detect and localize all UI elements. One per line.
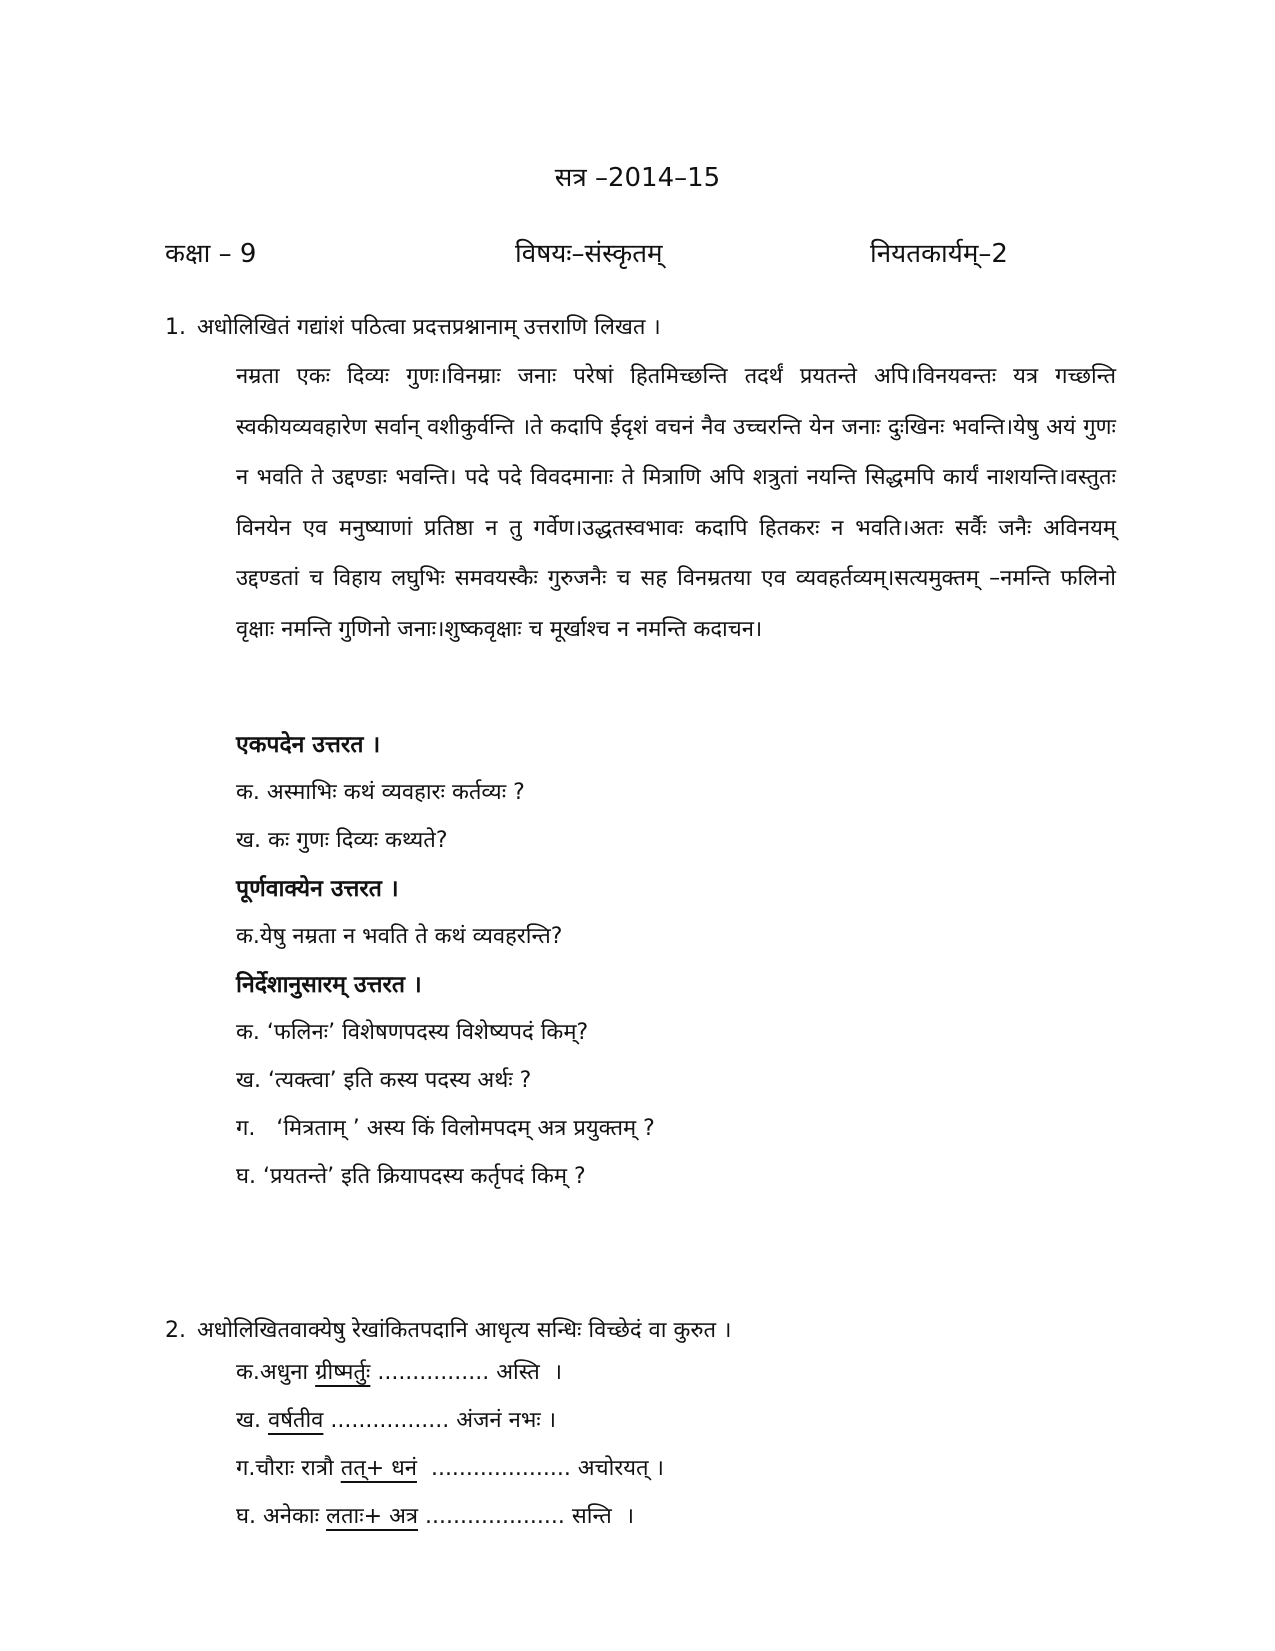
section-as-directed-title: निर्देशानुसारम् उत्तरत । — [236, 972, 422, 998]
section-full-sentence-title: पूर्णवाक्येन उत्तरत । — [236, 876, 399, 902]
question-item: घ. ‘प्रयतन्ते’ इति क्रियापदस्य कर्तृपदं किम् ? — [236, 1164, 586, 1189]
instruction-text: अधोलिखितवाक्येषु रेखांकितपदानि आधृत्य सन्धिः विच्छेदं वा कुरुत । — [197, 1318, 732, 1343]
sandhi-item — [236, 1404, 1116, 1438]
sandhi-item-suffix: ................. अंजनं नभः । — [323, 1408, 557, 1433]
question-1-instruction — [165, 312, 1125, 344]
question-item: ग. ‘मित्रताम् ’ अस्य किं विलोमपदम् अत्र प्रयुक्तम् ? — [236, 1116, 655, 1141]
class-label: कक्षा – 9 — [165, 239, 257, 269]
question-item: क. अस्माभिः कथं व्यवहारः कर्तव्यः ? — [236, 780, 525, 805]
question-item: क.येषु नम्रता न भवति ते कथं व्यवहरन्ति? — [236, 924, 563, 949]
sandhi-item-prefix: क.अधुना — [236, 1360, 316, 1385]
question-item: ख. ‘त्यक्त्वा’ इति कस्य पदस्य अर्थः ? — [236, 1068, 532, 1093]
session-title: सत्र –2014–15 — [554, 163, 721, 193]
instruction-text: अधोलिखितं गद्यांशं पठित्वा प्रदत्तप्रश्नानाम् उत्तराणि लिखत । — [197, 315, 661, 340]
passage: नम्रता एकः दिव्यः गुणः।विनम्राः जनाः परेषां हितमिच्छन्ति तदर्थं प्रयतन्ते अपि।विनयवन्तः यत्र गच्छन्ति स्वकीयव्यवहारेण सर्वान् वशीकुर्वन्ति ।ते कदापि ईदृशं वचनं नैव उच्चरन्ति येन जनाः दुःखिनः भवन्ति।येषु अयं गुणः न भवति ते उद्दण्डाः भवन्ति। पदे पदे विवदमानाः ते मित्राणि अपि शत्रुतां नयन्ति सिद्धमपि कार्यं नाशयन्ति।वस्तुतः विनयेन एव मनुष्याणां प्रतिष्ठा न तु गर्वेण।उद्धतस्वभावः कदापि हितकरः न भवति।अतः सर्वैः जनैः अविनयम् उद्दण्डतां च विहाय लघुभिः समवयस्कैः गुरुजनैः च सह विनम्रतया एव व्यवहर्तव्यम्।सत्यमुक्तम् –नमन्ति फलिनो वृक्षाः नमन्ति गुणिनो जनाः।शुष्कवृक्षाः च मूर्खाश्च न नमन्ति कदाचन। — [236, 364, 1116, 642]
underlined-word: लताः+ अत्र — [326, 1504, 419, 1529]
sandhi-item-suffix: ................ अस्ति । — [370, 1360, 563, 1385]
sandhi-item-prefix: ख. — [236, 1408, 268, 1433]
question-number: 2. — [165, 1318, 186, 1343]
section-one-word-title: एकपदेन उत्तरत । — [236, 732, 381, 758]
sandhi-item — [236, 1500, 1116, 1534]
underlined-word: ग्रीष्मर्तुः — [315, 1360, 371, 1385]
header-row — [0, 236, 1275, 276]
question-2-instruction — [165, 1315, 1125, 1347]
sandhi-item-suffix: .................... अचोरयत् । — [416, 1456, 664, 1481]
question-number: 1. — [165, 315, 186, 340]
question-item: क. ‘फलिनः’ विशेषणपदस्य विशेष्यपदं किम्? — [236, 1020, 589, 1045]
question-item: ख. कः गुणः दिव्यः कथ्यते? — [236, 828, 448, 853]
assignment-label: नियतकार्यम्–2 — [870, 239, 1008, 269]
sandhi-item-prefix: ग.चौराः रात्रौ — [236, 1456, 341, 1481]
sandhi-item — [236, 1452, 1116, 1486]
sandhi-item-prefix: घ. अनेकाः — [236, 1504, 327, 1529]
sandhi-item-suffix: .................... सन्ति । — [418, 1504, 635, 1529]
subject-label: विषयः–संस्कृतम् — [515, 239, 663, 269]
underlined-word: वर्षतीव — [267, 1408, 324, 1433]
sandhi-item — [236, 1356, 1116, 1390]
underlined-word: तत्+ धनं — [340, 1456, 417, 1481]
